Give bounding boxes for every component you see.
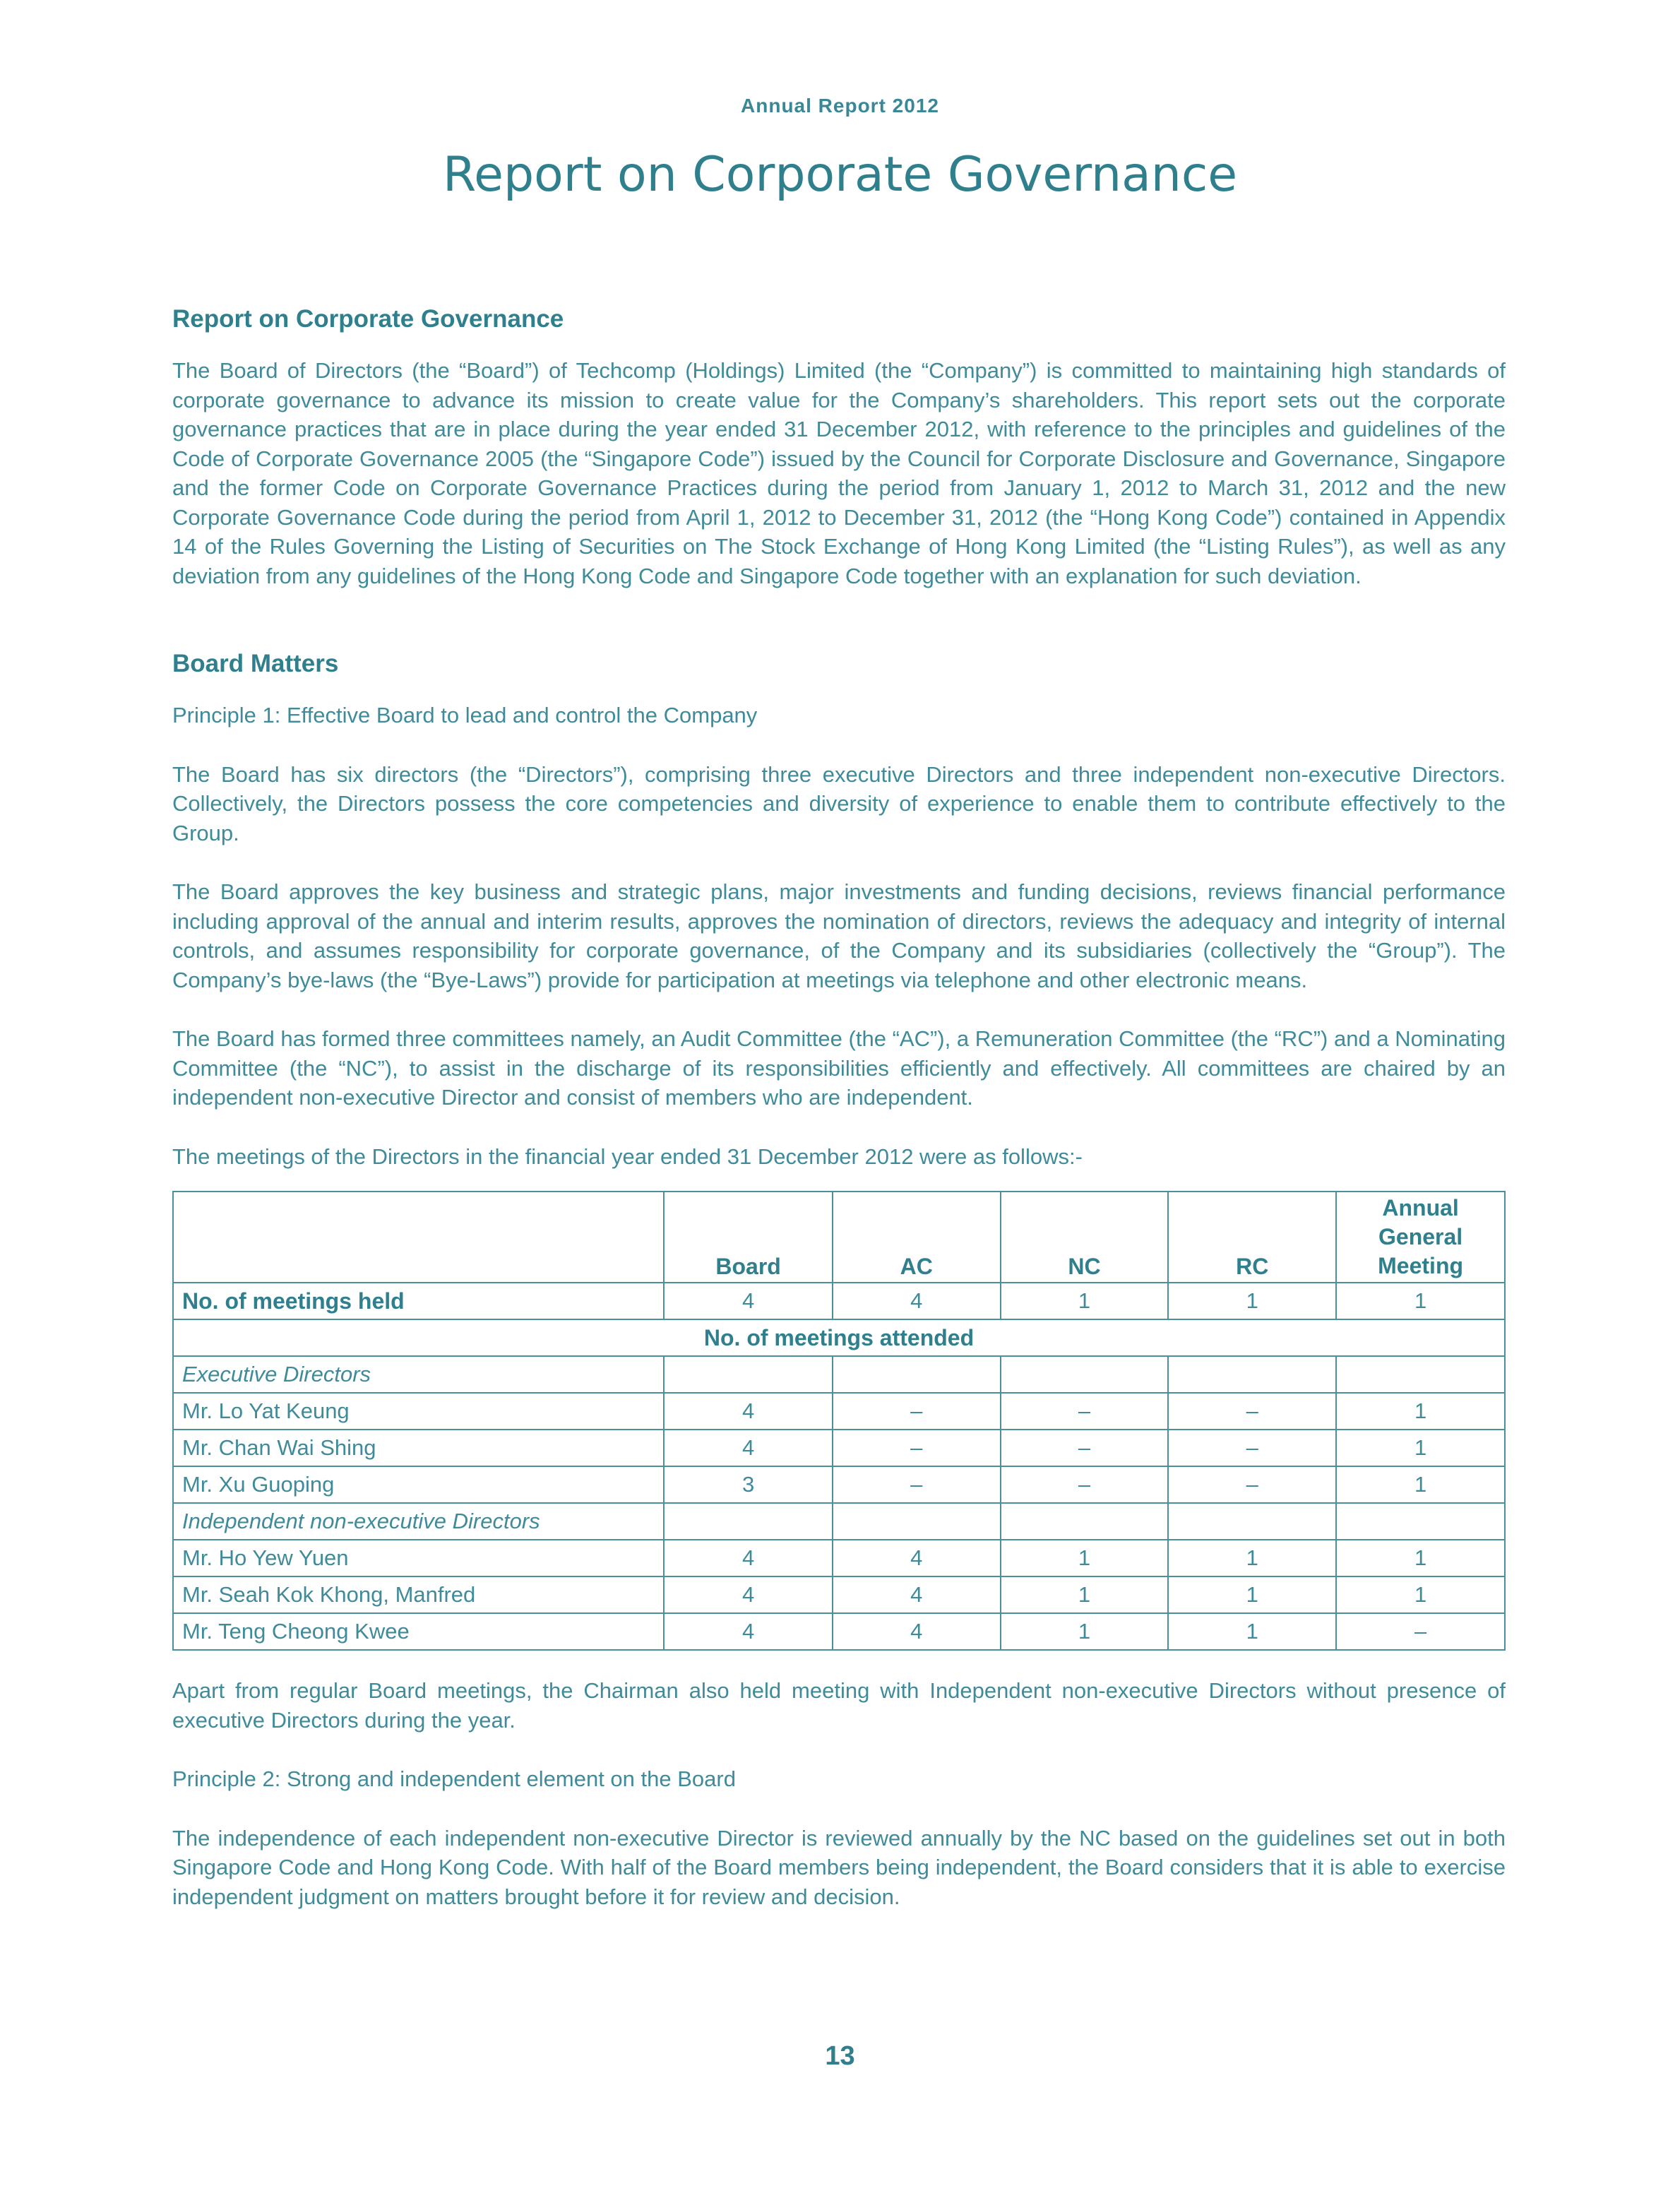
table-cell: 1	[1336, 1540, 1505, 1576]
table-cell: –	[833, 1430, 1001, 1466]
table-row	[173, 1576, 1505, 1613]
board-responsibilities-paragraph: The Board approves the key business and strategic plans, major investments and funding decisions, reviews financial performance including approval of the annual and interim results, approves the nomination of directors, reviews the adequacy and integrity of internal controls, and assumes responsibility for corporate governance, of the Company and its subsidiaries (collectively the “Group”). The Company’s bye-laws (the “Bye-Laws”) provide for participation at meetings via telephone and other electronic means.	[172, 879, 1506, 992]
page-number: 13	[825, 2041, 855, 2071]
table-cell: –	[833, 1393, 1001, 1430]
table-cell: 4	[833, 1283, 1001, 1319]
table-cell: 4	[664, 1613, 832, 1650]
held-label: No. of meetings held	[173, 1283, 664, 1319]
director-name: Mr. Ho Yew Yuen	[173, 1540, 664, 1576]
table-cell: –	[1001, 1466, 1169, 1503]
table-header-nc: NC	[1001, 1192, 1169, 1283]
table-row	[173, 1356, 1505, 1393]
table-cell: 3	[664, 1466, 832, 1503]
committees-paragraph: The Board has formed three committees namely, an Audit Committee (the “AC”), a Remuneration Committee (the “RC”) and a Nominating Committee (the “NC”), to assist in the discharge of its responsibilities efficiently and effectively. All committees are chaired by an independent non-executive Director and consist of members who are independent.	[172, 1026, 1506, 1110]
table-header-agm	[1336, 1192, 1505, 1283]
table-cell: 1	[1001, 1613, 1169, 1650]
director-name: Mr. Lo Yat Keung	[173, 1393, 664, 1430]
table-cell: 4	[833, 1576, 1001, 1613]
table-cell: 4	[664, 1393, 832, 1430]
table-cell: 1	[1336, 1576, 1505, 1613]
table-row	[173, 1503, 1505, 1540]
agm-header-line: Meeting	[1378, 1253, 1464, 1278]
table-cell: –	[1001, 1430, 1169, 1466]
table-cell: 1	[1168, 1283, 1336, 1319]
board-matters-heading: Board Matters	[172, 650, 339, 677]
table-cell: 1	[1168, 1540, 1336, 1576]
table-cell: 1	[1001, 1576, 1169, 1613]
director-name: Mr. Xu Guoping	[173, 1466, 664, 1503]
table-cell: 1	[1168, 1576, 1336, 1613]
agm-header-line: General	[1378, 1224, 1463, 1249]
table-header-blank	[173, 1192, 664, 1283]
table-cell: 4	[664, 1576, 832, 1613]
table-cell: –	[833, 1466, 1001, 1503]
director-name: Mr. Teng Cheong Kwee	[173, 1613, 664, 1650]
intro-paragraph: The Board of Directors (the “Board”) of Techcomp (Holdings) Limited (the “Company”) is committed to maintaining high standards of corporate governance to advance its mission to create value for the Company’s shareholders. This report sets out the corporate governance practices that are in place during the year ended 31 December 2012, with reference to the principles and guidelines of the Code of Corporate Governance 2005 (the “Singapore Code”) issued by the Council for Corporate Disclosure and Governance, Singapore and the former Code on Corporate Governance Practices during the period from January 1, 2012 to March 31, 2012 and the new Corporate Governance Code during the period from April 1, 2012 to December 31, 2012 (the “Hong Kong Code”) contained in Appendix 14 of the Rules Governing the Listing of Securities on The Stock Exchange of Hong Kong Limited (the “Listing Rules”), as well as any deviation from any guidelines of the Hong Kong Code and Singapore Code together with an explanation for such deviation.	[172, 358, 1506, 588]
table-cell: 1	[1336, 1466, 1505, 1503]
table-row	[173, 1319, 1505, 1356]
table-header-rc: RC	[1168, 1192, 1336, 1283]
board-composition-paragraph: The Board has six directors (the “Directors”), comprising three executive Directors and three independent non-executive Directors. Collectively, the Directors possess the core competencies and diversity of experience to enable them to contribute effectively to the Group.	[172, 761, 1506, 845]
meetings-intro-paragraph: The meetings of the Directors in the financial year ended 31 December 2012 were as follows:-	[172, 1144, 1083, 1169]
table-cell: 1	[1168, 1613, 1336, 1650]
table-row	[173, 1613, 1505, 1650]
table-cell: 1	[1336, 1430, 1505, 1466]
table-cell: 4	[664, 1430, 832, 1466]
table-cell: 1	[1001, 1283, 1169, 1319]
principle-1: Principle 1: Effective Board to lead and control the Company	[172, 703, 758, 727]
table-cell: 1	[1336, 1283, 1505, 1319]
table-cell: –	[1168, 1393, 1336, 1430]
table-header-row	[173, 1192, 1505, 1283]
table-header-ac: AC	[833, 1192, 1001, 1283]
table-cell: 1	[1336, 1393, 1505, 1430]
table-cell: 4	[664, 1540, 832, 1576]
table-cell: 1	[1001, 1540, 1169, 1576]
table-header-board: Board	[664, 1192, 832, 1283]
independence-paragraph: The independence of each independent non-executive Director is reviewed annually by the NC based on the guidelines set out in both Singapore Code and Hong Kong Code. With half of the Board members being independent, the Board considers that it is able to exercise independent judgment on matters brought before it for review and decision.	[172, 1825, 1506, 1909]
intro-heading: Report on Corporate Governance	[172, 305, 564, 333]
main-content	[172, 304, 1506, 1941]
report-year-label: Annual Report 2012	[741, 95, 939, 117]
table-row	[173, 1393, 1505, 1430]
table-row	[173, 1540, 1505, 1576]
table-cell: –	[1001, 1393, 1169, 1430]
agm-header-line: Annual	[1382, 1195, 1459, 1220]
page-title: Report on Corporate Governance	[442, 147, 1238, 203]
director-name: Mr. Seah Kok Khong, Manfred	[173, 1576, 664, 1613]
principle-2: Principle 2: Strong and independent element on the Board	[172, 1766, 736, 1791]
chairman-meeting-paragraph: Apart from regular Board meetings, the Chairman also held meeting with Independent non-executive Directors without presence of executive Directors during the year.	[172, 1678, 1506, 1733]
table-cell: 4	[833, 1613, 1001, 1650]
meetings-table	[172, 1191, 1506, 1651]
table-row	[173, 1466, 1505, 1503]
table-cell: –	[1168, 1466, 1336, 1503]
table-row	[173, 1430, 1505, 1466]
indep-group-label: Independent non-executive Directors	[173, 1503, 664, 1540]
table-row	[173, 1283, 1505, 1319]
attended-label: No. of meetings attended	[173, 1319, 1505, 1356]
director-name: Mr. Chan Wai Shing	[173, 1430, 664, 1466]
table-cell: 4	[833, 1540, 1001, 1576]
exec-group-label: Executive Directors	[173, 1356, 664, 1393]
table-cell: –	[1168, 1430, 1336, 1466]
table-cell: 4	[664, 1283, 832, 1319]
table-cell: –	[1336, 1613, 1505, 1650]
